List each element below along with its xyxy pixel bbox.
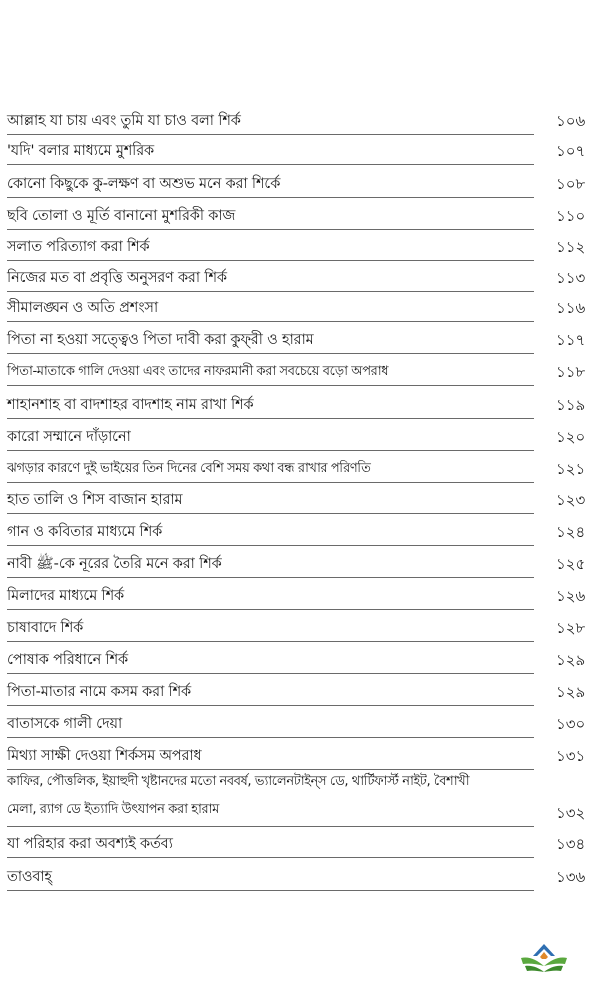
toc-entry-page: ১২০ [556, 428, 586, 446]
toc-entry-page: ১১৩ [556, 269, 586, 287]
toc-entry-title: নাবী ﷺ-কে নূরের তৈরি মনে করা শির্ক [7, 556, 222, 572]
toc-entry-title: পোষাক পরিধানে শির্ক [7, 652, 128, 668]
toc-entry-title: কাফির, পৌত্তলিক, ইয়াহুদী খৃষ্টানদের মতো নববর্ষ, ভ্যালেনটাইন্‌স ডে, থার্টিফার্স্ট নাইট, বৈশাখী মেলা, র‍্যাগ ডে ইত্যাদি উৎযাপন করা হারাম [7, 774, 470, 817]
toc-row [7, 450, 586, 483]
toc-entry-page: ১২৪ [556, 523, 586, 541]
toc-entry-title: পিতা-মাতার নামে কসম করা শির্ক [7, 684, 191, 700]
toc-entry-title: শাহানশাহ বা বাদশাহর বাদশাহ নাম রাখা শির্ক [7, 397, 254, 413]
toc-entry-page: ১২১ [556, 460, 586, 478]
toc-entry-title: হাত তালি ও শিস বাজান হারাম [7, 492, 183, 508]
toc-entry-title: চাষাবাদে শির্ক [7, 620, 84, 636]
toc-row [7, 197, 586, 230]
toc-entry-page: ১০৬ [556, 112, 586, 130]
toc-entry-title: গান ও কবিতার মাধ্যমে শির্ক [7, 524, 163, 540]
toc-entry-page: ১০৭ [556, 142, 586, 160]
toc-entry-page: ১৩৪ [556, 835, 586, 853]
toc-entry-title: মিলাদের মাধ্যমে শির্ক [7, 588, 124, 604]
toc-entry-page: ১২৫ [556, 555, 586, 573]
toc-row [7, 260, 586, 292]
toc-entry-title: ঝগড়ার কারণে দুই ভাইয়ের তিন দিনের বেশি সময় কথা বন্ধ রাখার পরিণতি [7, 461, 371, 476]
toc-row [7, 673, 586, 706]
toc-entry-page: ১১৬ [556, 299, 586, 317]
toc-row [7, 705, 586, 738]
toc-entry-page: ১২৩ [556, 491, 586, 509]
toc-row [7, 229, 586, 261]
toc-row [7, 482, 586, 514]
toc-entry-title: পিতা-মাতাকে গালি দেওয়া এবং তাদের নাফরমানী করা সবচেয়ে বড়ো অপরাধ [7, 364, 389, 379]
toc-entry-page: ১২৯ [556, 651, 586, 669]
toc-row [7, 513, 586, 546]
toc-row [7, 769, 586, 827]
toc-entry-title: সীমালঙ্ঘন ও অতি প্রশংসা [7, 300, 158, 316]
toc-entry-title: 'যদি' বলার মাধ্যমে মুশরিক [7, 143, 154, 159]
toc-row [7, 609, 586, 642]
toc-entry-page: ১১৯ [556, 396, 586, 414]
toc-entry-page: ১১৭ [556, 331, 586, 349]
toc-entry-title: যা পরিহার করা অবশ্যই কর্তব্য [7, 836, 173, 852]
toc-entry-page: ১১৮ [556, 363, 586, 381]
toc-row [7, 545, 586, 578]
toc-row [7, 385, 586, 419]
toc-entry-page: ১২৬ [556, 587, 586, 605]
toc-entry-title: সলাত পরিত্যাগ করা শির্ক [7, 239, 150, 255]
toc-entry-page: ১৩২ [556, 804, 586, 822]
toc-entry-title: মিথ্যা সাক্ষী দেওয়া শির্কসম অপরাধ [7, 748, 202, 764]
toc-entry-page: ১১২ [556, 238, 586, 256]
toc-entry-page: ১২৮ [556, 619, 586, 637]
publisher-logo-icon [519, 936, 569, 978]
toc-row [7, 164, 586, 198]
toc-entry-title: নিজের মত বা প্রবৃত্তি অনুসরণ করা শির্ক [7, 270, 227, 286]
toc-entry-page: ১৩১ [556, 747, 586, 765]
toc-row [7, 737, 586, 770]
toc-entry-title: কারো সম্মানে দাঁড়ানো [7, 429, 131, 445]
toc-entry-title: পিতা না হওয়া সত্ত্বেও পিতা দাবী করা কুফ্‌রী ও হারাম [7, 332, 314, 348]
toc-entry-page: ১৩০ [556, 715, 586, 733]
toc-row [7, 291, 586, 322]
toc-row [7, 577, 586, 610]
toc-entry-page: ১০৮ [556, 175, 586, 193]
toc-entry-title: তাওবাহ্‌ [7, 869, 52, 885]
toc-entry-title: বাতাসকে গালী দেয়া [7, 716, 123, 732]
toc-row [7, 418, 586, 451]
toc-entry-title: কোনো কিছুকে কু-লক্ষণ বা অশুভ মনে করা শির্কে [7, 176, 281, 192]
toc-entry-title: আল্লাহ যা চায় এবং তুমি যা চাও বলা শির্ক [7, 113, 241, 129]
toc-row [7, 134, 586, 165]
toc-entry-title: ছবি তোলা ও মূর্তি বানানো মুশরিকী কাজ [7, 208, 236, 224]
toc-row [7, 857, 586, 891]
toc-row [7, 826, 586, 858]
toc-entry-page: ১১০ [556, 207, 586, 225]
toc-row [7, 100, 586, 135]
toc-entry-page: ১৩৬ [556, 868, 586, 886]
toc-row [7, 321, 586, 354]
toc-row [7, 353, 586, 386]
toc-entry-page: ১২৯ [556, 683, 586, 701]
toc-row [7, 641, 586, 674]
